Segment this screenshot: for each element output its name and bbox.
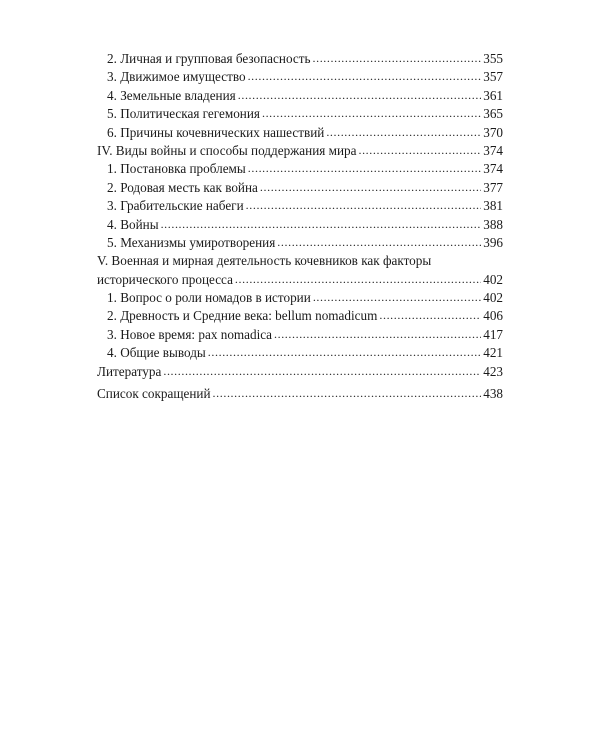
toc-entry-page: 438 [483, 386, 503, 402]
toc-chapter-entry [97, 271, 503, 289]
toc-entry-title: 1. Вопрос о роли номадов в истории [107, 290, 311, 306]
toc-entry-title: 1. Постановка проблемы [107, 161, 246, 177]
toc-entry-title: 3. Новое время: pax nomadica [107, 326, 272, 342]
toc-entry-page: 402 [483, 271, 503, 287]
toc-entry-title: 4. Общие выводы [107, 345, 206, 361]
dot-leader [379, 306, 481, 324]
toc-entry-page: 361 [483, 87, 503, 103]
toc-chapter-entry [97, 385, 503, 403]
toc-entry-page: 417 [483, 326, 503, 342]
dot-leader [358, 141, 481, 159]
toc-entry-page: 381 [483, 198, 503, 214]
toc-entry-page: 402 [483, 290, 503, 306]
toc-chapter-title-line2: исторического процесса [97, 271, 233, 287]
dot-leader [208, 343, 481, 361]
toc-entry-title: 5. Механизмы умиротворения [107, 234, 276, 250]
dot-leader [235, 270, 481, 288]
toc-entry-title: 2. Древность и Средние века: bellum nomadicum [107, 308, 378, 324]
toc-entry-page: 406 [483, 308, 503, 324]
toc-entry [97, 50, 503, 68]
toc-entry [97, 344, 503, 362]
toc-entry-page: 374 [483, 161, 503, 177]
toc-entry [97, 87, 503, 105]
dot-leader [260, 178, 481, 196]
toc-entry [97, 68, 503, 86]
dot-leader [313, 49, 482, 67]
toc-chapter-title-line1: V. Военная и мирная деятельность кочевников как факторы [97, 253, 432, 269]
toc-entry-title: 2. Родовая месть как война [107, 179, 258, 195]
toc-entry-page: 423 [483, 363, 503, 379]
toc-entry-page: 421 [483, 345, 503, 361]
dot-leader [248, 159, 481, 177]
toc-chapter-entry [97, 363, 503, 381]
toc-chapter-title: Список сокращений [97, 386, 211, 402]
toc-entry [97, 179, 503, 197]
toc-entry-page: 365 [483, 106, 503, 122]
toc-entry-page: 377 [483, 179, 503, 195]
toc-entry [97, 105, 503, 123]
toc-entry-title: 5. Политическая гегемония [107, 106, 260, 122]
toc-entry [97, 124, 503, 142]
toc-entry [97, 307, 503, 325]
dot-leader [262, 104, 481, 122]
toc-entry [97, 160, 503, 178]
toc-entry-title: 4. Земельные владения [107, 87, 236, 103]
toc-entry [97, 234, 503, 252]
toc-entry [97, 216, 503, 234]
toc-chapter-entry [97, 142, 503, 160]
toc-entry-title: 3. Грабительские набеги [107, 198, 244, 214]
dot-leader [246, 196, 482, 214]
dot-leader [248, 67, 482, 85]
toc-entry [97, 326, 503, 344]
dot-leader [238, 86, 481, 104]
toc-entry-page: 396 [483, 234, 503, 250]
toc-entry [97, 197, 503, 215]
dot-leader [326, 123, 481, 141]
toc-entry-title: 3. Движимое имущество [107, 69, 246, 85]
toc-entry-page: 374 [483, 142, 503, 158]
dot-leader [213, 384, 482, 402]
toc-entry-page: 388 [483, 216, 503, 232]
toc-entry-page: 357 [483, 69, 503, 85]
dot-leader [161, 215, 482, 233]
dot-leader [274, 325, 481, 343]
toc-chapter-title: Литература [97, 363, 162, 379]
toc-entry-page: 370 [483, 124, 503, 140]
toc-entry [97, 289, 503, 307]
table-of-contents [97, 50, 503, 403]
toc-entry-title: 2. Личная и групповая безопасность [107, 51, 311, 66]
dot-leader [163, 362, 481, 380]
toc-entry-page: 355 [483, 51, 503, 66]
dot-leader [313, 288, 481, 306]
dot-leader [277, 233, 481, 251]
toc-entry-title: 4. Войны [107, 216, 159, 232]
toc-chapter-title: IV. Виды войны и способы поддержания мира [97, 142, 357, 158]
toc-entry-title: 6. Причины кочевнических нашествий [107, 124, 325, 140]
